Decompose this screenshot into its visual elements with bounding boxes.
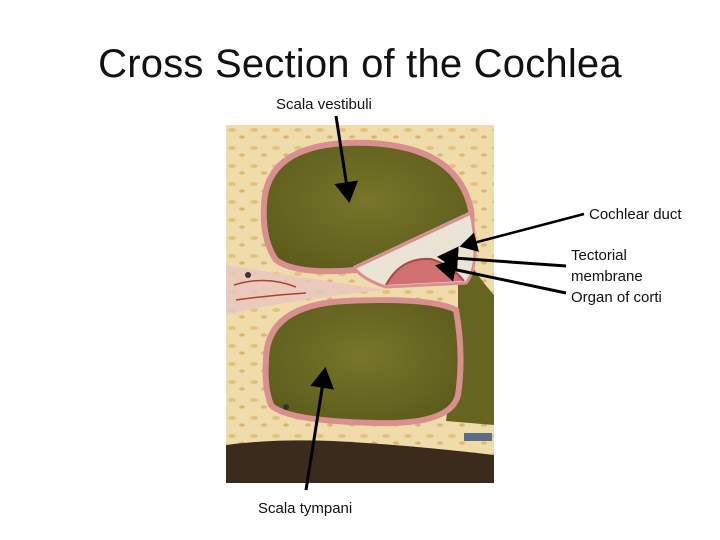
label-tectorial-membrane	[571, 245, 643, 287]
label-tectorial-line1: Tectorial	[571, 247, 627, 264]
label-scala-tympani: Scala tympani	[258, 500, 353, 517]
label-scala-vestibuli: Scala vestibuli	[276, 96, 372, 113]
label-tectorial-line2: membrane	[571, 268, 643, 285]
label-organ-of-corti: Organ of corti	[571, 289, 662, 306]
label-cochlear-duct: Cochlear duct	[589, 206, 682, 223]
cochlea-model-photo	[226, 125, 494, 483]
slide-title: Cross Section of the Cochlea	[98, 42, 622, 86]
